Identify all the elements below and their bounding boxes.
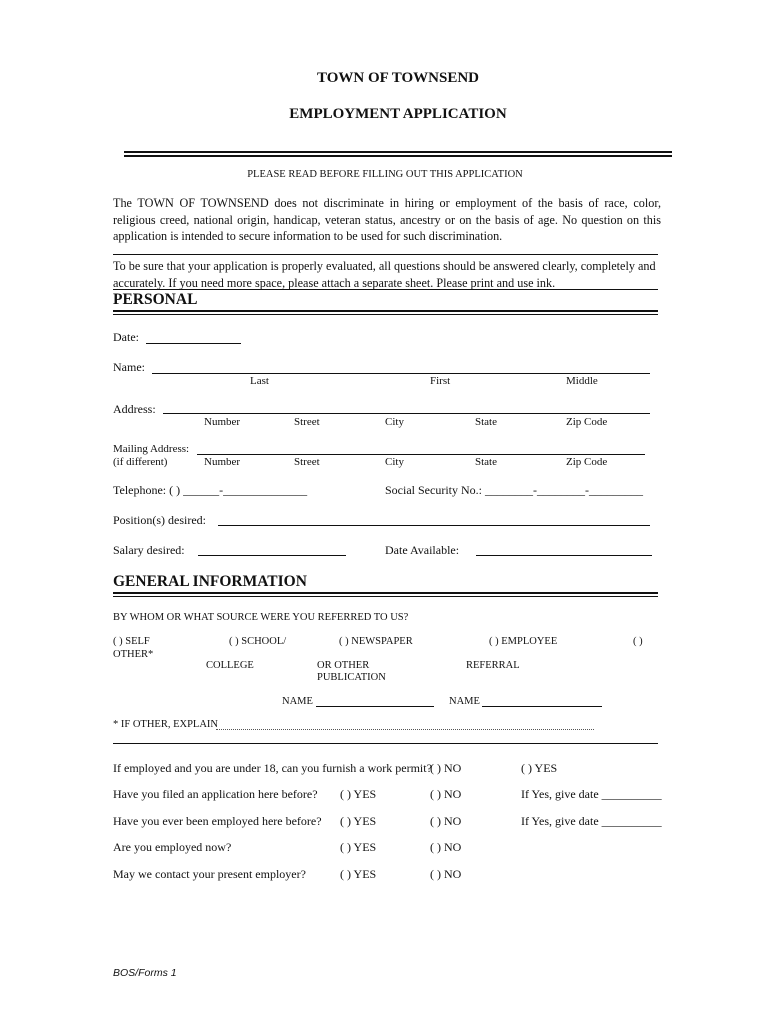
option-other-checkbox[interactable]: ( ) <box>633 636 643 647</box>
general-rule-2 <box>113 596 658 597</box>
mailing-number-caption: Number <box>204 456 241 468</box>
employed-before-date[interactable]: If Yes, give date __________ <box>521 814 662 828</box>
question-employed-now: Are you employed now? <box>113 840 232 854</box>
telephone-field[interactable]: Telephone: ( ) ______-______________ <box>113 483 308 497</box>
work-permit-no[interactable]: ( ) NO <box>430 761 462 775</box>
instruction-line: PLEASE READ BEFORE FILLING OUT THIS APPLICATION <box>247 169 523 180</box>
available-label: Date Available: <box>385 543 460 557</box>
nondiscrimination-notice: The TOWN OF TOWNSEND does not discriminate in hiring or employment of the basis of race, color, religious creed, national origin, handicap, veteran status, ancestry or on the basis of age. No question on this application is intended to secure information to be used for such discrimination. <box>113 196 661 243</box>
form-title: EMPLOYMENT APPLICATION <box>289 106 507 122</box>
contact-employer-no[interactable]: ( ) NO <box>430 867 462 881</box>
address-label: Address: <box>113 402 156 416</box>
option-school-line2: COLLEGE <box>206 660 254 671</box>
explain-label: * IF OTHER, EXPLAIN <box>113 719 218 730</box>
address-number-caption: Number <box>204 416 241 428</box>
option-self[interactable]: ( ) SELF <box>113 636 150 647</box>
personal-rule-2 <box>113 314 658 315</box>
name-field-employee[interactable] <box>482 706 602 707</box>
name-field[interactable] <box>152 373 650 374</box>
general-divider <box>113 743 658 744</box>
option-newspaper-line2: OR OTHER <box>317 660 370 671</box>
question-work-permit: If employed and you are under 18, can you furnish a work permit? <box>113 761 432 775</box>
ssn-field[interactable]: Social Security No.: ________-________-_________ <box>385 483 643 497</box>
header-rule-2 <box>124 155 672 157</box>
name-label-employee: NAME <box>449 696 480 707</box>
option-newspaper[interactable]: ( ) NEWSPAPER <box>339 636 413 647</box>
salary-label: Salary desired: <box>113 543 185 557</box>
option-employee-line2: REFERRAL <box>466 660 520 671</box>
name-label-newspaper: NAME <box>282 696 313 707</box>
referral-question: BY WHOM OR WHAT SOURCE WERE YOU REFERRED TO US? <box>113 612 409 623</box>
position-field[interactable] <box>218 525 650 526</box>
question-filed-before: Have you filed an application here before? <box>113 787 318 801</box>
name-label: Name: <box>113 360 145 374</box>
employed-before-yes[interactable]: ( ) YES <box>340 814 377 828</box>
contact-employer-yes[interactable]: ( ) YES <box>340 867 377 881</box>
question-contact-employer: May we contact your present employer? <box>113 867 306 881</box>
name-first-caption: First <box>430 375 451 387</box>
town-title: TOWN OF TOWNSEND <box>317 70 479 86</box>
work-permit-yes[interactable]: ( ) YES <box>521 761 558 775</box>
notice-rule <box>113 254 658 255</box>
option-employee[interactable]: ( ) EMPLOYEE <box>489 636 558 647</box>
option-other-text: OTHER* <box>113 649 154 660</box>
employed-before-no[interactable]: ( ) NO <box>430 814 462 828</box>
explain-field[interactable] <box>216 729 594 730</box>
notice-rule-bottom <box>113 289 658 290</box>
mailing-address-label: Mailing Address: <box>113 443 190 455</box>
general-heading: GENERAL INFORMATION <box>113 573 307 590</box>
personal-rule-1 <box>113 310 658 312</box>
address-field[interactable] <box>163 413 650 414</box>
form-id-footer: BOS/Forms 1 <box>113 967 177 979</box>
mailing-state-caption: State <box>475 456 497 468</box>
date-field[interactable] <box>146 343 241 344</box>
salary-field[interactable] <box>198 555 346 556</box>
address-state-caption: State <box>475 416 497 428</box>
header-rule-1 <box>124 151 672 153</box>
employed-now-no[interactable]: ( ) NO <box>430 840 462 854</box>
filed-before-no[interactable]: ( ) NO <box>430 787 462 801</box>
personal-heading: PERSONAL <box>113 291 198 308</box>
date-label: Date: <box>113 330 139 344</box>
completeness-notice: To be sure that your application is properly evaluated, all questions should be answered clearly, completely and accurately. If you need more space, please attach a separate sheet. Please print and use ink. <box>113 259 656 290</box>
filed-before-date[interactable]: If Yes, give date __________ <box>521 787 662 801</box>
address-zip-caption: Zip Code <box>566 416 608 428</box>
mailing-street-caption: Street <box>294 456 320 468</box>
position-label: Position(s) desired: <box>113 513 206 527</box>
option-newspaper-line3: PUBLICATION <box>317 672 386 683</box>
option-school[interactable]: ( ) SCHOOL/ <box>229 636 287 647</box>
employed-now-yes[interactable]: ( ) YES <box>340 840 377 854</box>
mailing-zip-caption: Zip Code <box>566 456 608 468</box>
question-employed-before: Have you ever been employed here before? <box>113 814 322 828</box>
available-field[interactable] <box>476 555 652 556</box>
address-city-caption: City <box>385 416 404 428</box>
mailing-note: (if different) <box>113 456 168 468</box>
filed-before-yes[interactable]: ( ) YES <box>340 787 377 801</box>
name-last-caption: Last <box>250 375 269 387</box>
mailing-address-field[interactable] <box>197 454 645 455</box>
address-street-caption: Street <box>294 416 320 428</box>
name-middle-caption: Middle <box>566 375 598 387</box>
name-field-newspaper[interactable] <box>316 706 434 707</box>
mailing-city-caption: City <box>385 456 404 468</box>
general-rule-1 <box>113 592 658 594</box>
